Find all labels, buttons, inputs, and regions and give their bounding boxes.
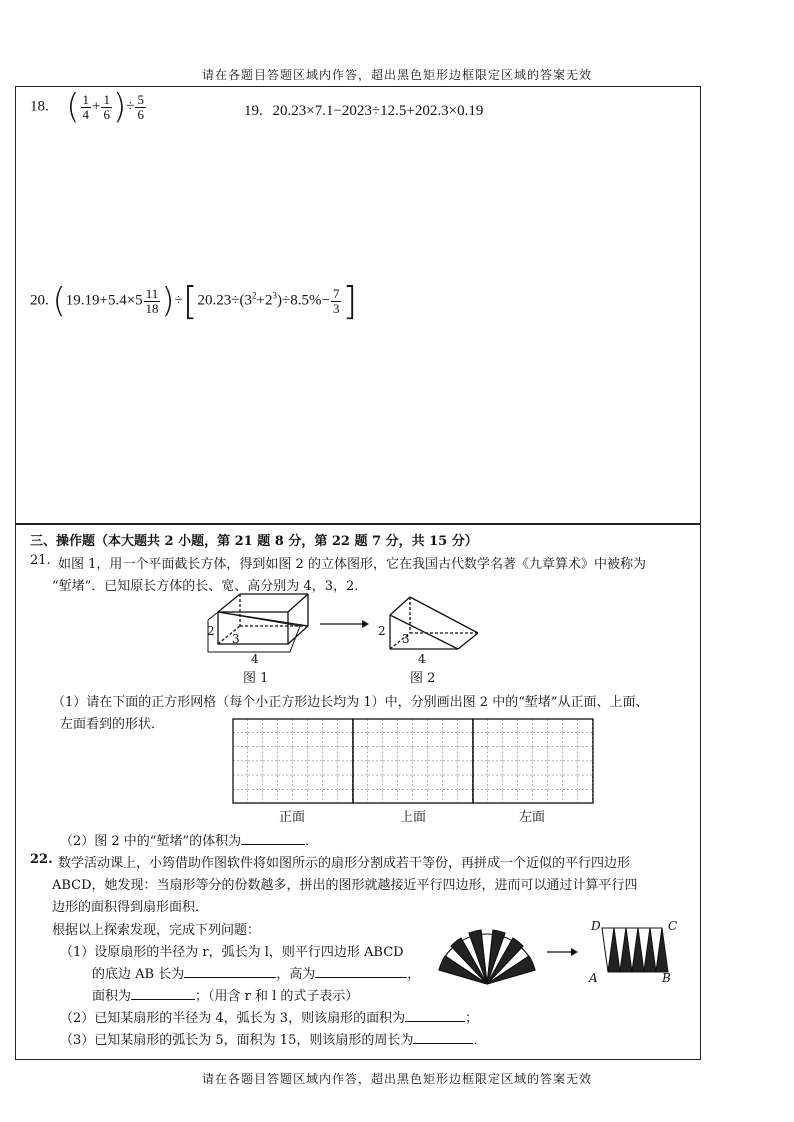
right-arrow-icon bbox=[545, 946, 579, 958]
q22-sub3 bbox=[60, 1029, 486, 1048]
q21-line2: “堑堵”．已知原长方体的长、宽、高分别为 4，3，2． bbox=[52, 579, 368, 594]
q18-number: 18. bbox=[30, 98, 49, 115]
fig1-width-label: 3 bbox=[232, 632, 240, 646]
q22-line2: ABCD，她发现：当扇形等分的份数越多，拼出的图形就越接近平行四边形，进而可以通过计算平行四 bbox=[52, 878, 638, 893]
footer-notice: 请在各题目答题区域内作答，超出黑色矩形边框限定区域的答案无效 bbox=[201, 1072, 592, 1086]
period: ． bbox=[305, 834, 319, 849]
q20-part4: )÷8.5%− bbox=[277, 292, 330, 309]
area-label: 面积为 bbox=[92, 989, 132, 1004]
fig2-width-label: 3 bbox=[402, 632, 410, 646]
base-blank[interactable] bbox=[184, 963, 276, 978]
fig1-height-label: 2 bbox=[207, 624, 215, 638]
right-bracket: ] bbox=[342, 279, 358, 323]
sector-area-blank[interactable] bbox=[405, 1007, 465, 1022]
sector-figure bbox=[437, 918, 537, 990]
q22-sub2 bbox=[60, 1007, 478, 1026]
fraction: $\frac{7}{3}$ bbox=[332, 285, 340, 316]
q22-sub1-e bbox=[92, 985, 358, 1004]
fig2-length-label: 4 bbox=[418, 652, 426, 666]
height-blank[interactable] bbox=[315, 963, 407, 978]
sector-perimeter-blank[interactable] bbox=[413, 1029, 473, 1044]
q21-sub1-line2: 左面看到的形状． bbox=[60, 717, 165, 732]
mixed-fraction: $\frac{11}{18}$ bbox=[145, 285, 159, 316]
question-18 bbox=[30, 87, 147, 127]
point-label-A: A bbox=[589, 971, 598, 985]
q22-sub1-b bbox=[92, 963, 420, 982]
exponent: 3 bbox=[272, 290, 277, 301]
exponent: 2 bbox=[252, 290, 257, 301]
fraction: $\frac{1}{4}$ bbox=[82, 91, 90, 122]
q19-expression: 20.23×7.1−2023÷12.5+202.3×0.19 bbox=[272, 103, 484, 119]
q22-line3: 边形的面积得到扇形面积． bbox=[52, 900, 209, 915]
figure-2-prism bbox=[380, 593, 490, 655]
right-paren: ) bbox=[112, 87, 127, 127]
comma: ， bbox=[407, 967, 421, 982]
question-19 bbox=[244, 103, 483, 120]
right-paren: ) bbox=[161, 281, 175, 321]
left-paren: ( bbox=[52, 281, 66, 321]
point-label-B: B bbox=[662, 971, 671, 985]
area-hint: ；（用含 r 和 l 的式子表示） bbox=[195, 989, 359, 1004]
area-blank[interactable] bbox=[131, 985, 195, 1000]
divide-sign: ÷ bbox=[126, 98, 135, 115]
period: ． bbox=[473, 1033, 487, 1048]
section-3-title: 三、操作题（本大题共 2 小题，第 21 题 8 分，第 22 题 7 分，共 15 分） bbox=[30, 534, 478, 549]
point-label-D: D bbox=[591, 919, 601, 933]
q20-part3: +2 bbox=[256, 292, 273, 309]
header-notice: 请在各题目答题区域内作答，超出黑色矩形边框限定区域的答案无效 bbox=[201, 68, 592, 82]
q22-line1: 数学活动课上，小筠借助作图软件将如图所示的扇形分割成若干等份，再拼成一个近似的平行四边形 bbox=[58, 856, 631, 871]
grid-label-left: 左面 bbox=[519, 810, 546, 825]
fig1-length-label: 4 bbox=[251, 652, 259, 666]
q20-part1: 19.19+5.4×5 bbox=[65, 292, 143, 309]
height-label: ，高为 bbox=[276, 967, 316, 982]
grid-label-top: 上面 bbox=[400, 810, 427, 825]
q21-line1: 如图 1，用一个平面截长方体，得到如图 2 的立体图形，它在我国古代数学名著《九章算术》中被称为 bbox=[58, 557, 646, 572]
q20-number: 20. bbox=[30, 292, 49, 309]
q21-sub2 bbox=[60, 830, 318, 849]
base-label: 的底边 AB 长为 bbox=[92, 967, 185, 982]
left-paren: ( bbox=[66, 87, 80, 127]
fraction: $\frac{1}{6}$ bbox=[103, 91, 110, 122]
question-20 bbox=[30, 279, 358, 323]
q22-sub2-text: （2）已知某扇形的半径为 4，弧长为 3，则该扇形的面积为 bbox=[60, 1011, 406, 1026]
plus-sign: + bbox=[92, 98, 101, 115]
q22-line4: 根据以上探索发现，完成下列问题： bbox=[52, 923, 261, 938]
q19-number: 19. bbox=[244, 103, 263, 119]
grid-label-front: 正面 bbox=[279, 810, 306, 825]
figure-1-cuboid bbox=[200, 590, 320, 670]
q22-sub3-text: （3）已知某扇形的弧长为 5，面积为 15，则该扇形的周长为 bbox=[60, 1033, 414, 1048]
q20-part2: 20.23÷(3 bbox=[197, 292, 253, 309]
fig2-caption: 图 2 bbox=[410, 671, 436, 686]
fig1-caption: 图 1 bbox=[243, 671, 269, 686]
semicolon: ； bbox=[465, 1011, 479, 1026]
fig2-height-label: 2 bbox=[378, 624, 386, 638]
right-arrow-icon bbox=[318, 618, 370, 630]
divide-sign: ÷ bbox=[174, 292, 183, 309]
parallelogram-figure bbox=[598, 922, 670, 978]
q21-number: 21. bbox=[30, 553, 51, 568]
q21-sub1-line1: （1）请在下面的正方形网格（每个小正方形边长均为 1）中，分别画出图 2 中的“堑堵”从正面、上面、 bbox=[52, 695, 649, 710]
q21-sub2-text: （2）图 2 中的“堑堵”的体积为 bbox=[60, 834, 242, 849]
point-label-C: C bbox=[668, 919, 678, 933]
square-grid[interactable] bbox=[232, 718, 594, 804]
q21-volume-blank[interactable] bbox=[241, 830, 305, 845]
q22-number: 22. bbox=[30, 852, 53, 867]
fraction: $\frac{5}{6}$ bbox=[137, 91, 144, 122]
q22-sub1-a: （1）设原扇形的半径为 r，弧长为 l，则平行四边形 ABCD bbox=[60, 945, 404, 960]
left-bracket: [ bbox=[182, 279, 198, 323]
